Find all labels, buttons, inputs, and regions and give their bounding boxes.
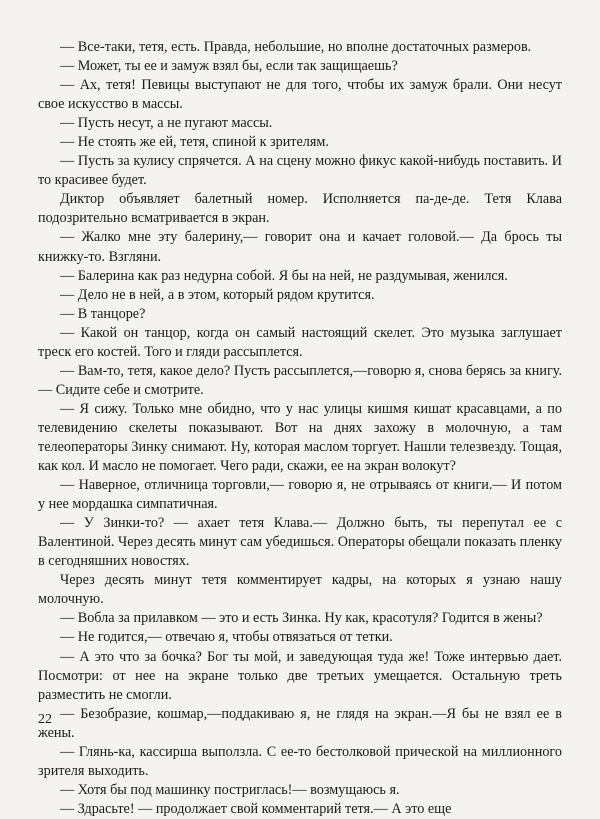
paragraph: — В танцоре?	[60, 305, 146, 322]
paragraph: — Балерина как раз недурна собой. Я бы на ней, не раздумывая, женился.	[60, 267, 508, 284]
paragraph: — Вам-то, тетя, какое дело? Пусть рассыплется,—говорю я, снова берясь за книгу.— Сидите себе и смотрите.	[38, 362, 562, 398]
page-number: 22	[38, 712, 52, 727]
page-text	[38, 38, 562, 819]
paragraph: — Все-таки, тетя, есть. Правда, небольшие, но вполне достаточных размеров.	[60, 39, 532, 55]
paragraph: — Пусть за кулису спрячется. А на сцену можно фикус какой-нибудь поставить. И то красивее будет.	[38, 153, 562, 189]
paragraph: — Какой он танцор, когда он самый настоящий скелет. Это музыка заглушает треск его костей. Того и гляди рассыплется.	[38, 324, 562, 360]
paragraph: — Здрасьте! — продолжает свой комментарий тетя.— А это еще	[60, 800, 452, 817]
paragraph: — Наверное, отличница торговли,— говорю я, не отрываясь от книги.— И потом у нее мордашка симпатичная.	[38, 477, 562, 513]
paragraph: — Может, ты ее и замуж взял бы, если так защищаешь?	[60, 58, 398, 75]
paragraph: — А это что за бочка? Бог ты мой, и заведующая туда же! Тоже интервью дает. Посмотри: от нее на экране только две третьих умещается. Остальную треть разместить не смогли.	[38, 648, 562, 703]
paragraph: Через десять минут тетя комментирует кадры, на которых я узнаю нашу молочную.	[38, 572, 562, 608]
paragraph: — У Зинки-то? — ахает тетя Клава.— Должно быть, ты перепутал ее с Валентиной. Через десять минут сам убедишься. Операторы обещали показать пленку в сегодняшних новостях.	[38, 515, 562, 570]
paragraph: — Глянь-ка, кассирша выползла. С ее-то бестолковой прической на миллионного зрителя выходить.	[38, 743, 562, 779]
paragraph: Диктор объявляет балетный номер. Исполняется па-де-де. Тетя Клава подозрительно всматривается в экран.	[38, 191, 562, 227]
paragraph: — Хотя бы под машинку постриглась!— возмущаюсь я.	[60, 781, 400, 798]
paragraph: — Не годится,— отвечаю я, чтобы отвязаться от тетки.	[60, 629, 393, 646]
paragraph: — Я сижу. Только мне обидно, что у нас улицы кишмя кишат красавцами, а по телевидению скелеты показывают. Вот на днях захожу в молочную, а там телеоператоры Зинку снимают. Ну, которая маслом торгует. Нашли телезвезду. Тощая, как кол. И масло не помогает. Чего ради, скажи, ее на экран волокут?	[38, 400, 562, 475]
paragraph: — Жалко мне эту балерину,— говорит она и качает головой.— Да брось ты книжку-то. Взгляни.	[38, 229, 562, 265]
paragraph: — Вобла за прилавком — это и есть Зинка. Ну как, красотуля? Годится в жены?	[60, 610, 543, 627]
paragraph: — Дело не в ней, а в этом, который рядом крутится.	[60, 286, 375, 303]
paragraph: — Не стоять же ей, тетя, спиной к зрителям.	[60, 134, 329, 151]
paragraph: — Ах, тетя! Певицы выступают не для того, чтобы их замуж брали. Они несут свое искусство в массы.	[38, 77, 562, 113]
paragraph: — Пусть несут, а не пугают массы.	[60, 115, 273, 132]
paragraph: — Безобразие, кошмар,—поддакиваю я, не глядя на экран.—Я бы не взял ее в жены.	[38, 705, 562, 741]
